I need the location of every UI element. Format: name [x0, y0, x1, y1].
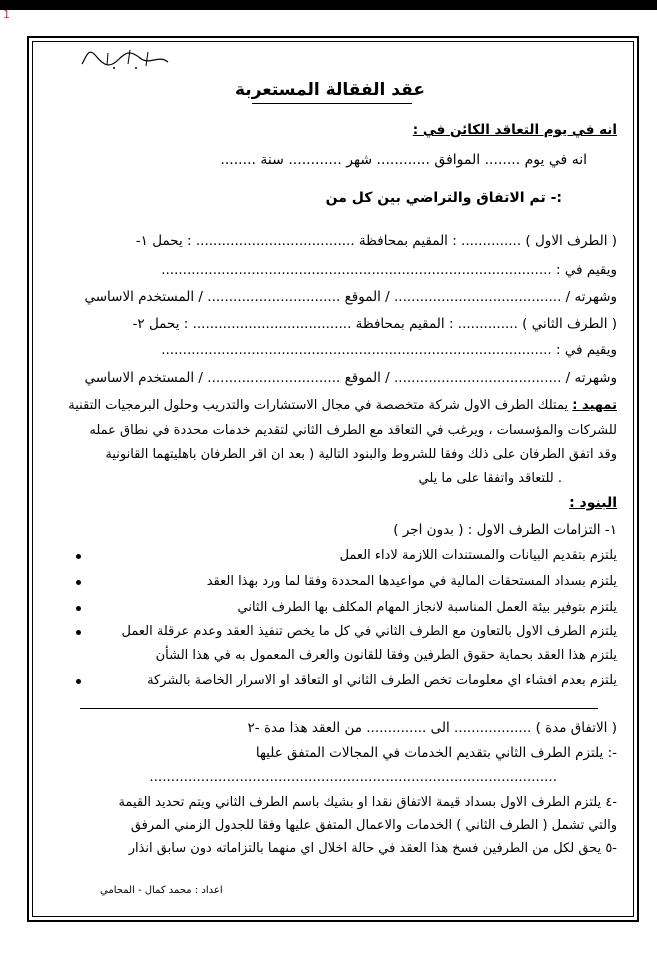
bullet-dot-2 [76, 580, 81, 585]
page-number: 1 [3, 8, 10, 21]
bullet-3-text: يلتزم بتوفير بيئة العمل المناسبة لانجاز المهام المكلف بها الطرف الثاني [237, 600, 617, 615]
clause-4-line-1: -٤ يلتزم الطرف الاول بسداد قيمة الاتفاق نقدا او بشيك باسم الطرف الثاني ويتم تحديد القيمة [118, 795, 617, 810]
bullet-4b-text: يلتزم هذا العقد بحماية حقوق الطرفين وفقا للقانون والعرف المعمول به في هذا الشأن [155, 648, 617, 663]
section-separator [80, 708, 598, 709]
document-title: عقد الفقالة المستعربة [235, 80, 425, 100]
bullet-dot-1 [76, 554, 81, 559]
clause-3-line-2: ............................................................................................... [149, 769, 557, 785]
bullet-dot-4 [76, 630, 81, 635]
date-line: انه في يوم ........ الموافق ............ شهر ............ سنة ........ [220, 152, 587, 168]
clause-5: -٥ يحق لكل من الطرفين فسخ هذا العقد في حالة اخلال اي منهما بالتزاماته دون سابق انذار [128, 841, 617, 856]
clause-4-line-2: والتي تشمل ( الطرف الثاني ) الخدمات والاعمال المتفق عليها وفقا للجدول الزمني المرفق [130, 818, 617, 833]
top-bar [0, 0, 657, 10]
header-signature-logo [78, 44, 173, 72]
first-party-line-2: ويقيم في : ........................................................................................... [161, 262, 617, 278]
bullet-2-text: يلتزم بسداد المستحقات المالية في مواعيدها المحددة وفقا لما ورد بهذا العقد [206, 574, 617, 589]
bullet-1-text: يلتزم بتقديم البيانات والمستندات اللازمة لاداء العمل [339, 548, 617, 563]
bullet-dot-5 [76, 679, 81, 684]
clauses-label: البنود : [569, 495, 617, 511]
bullet-5-text: يلتزم بعدم افشاء اي معلومات تخص الطرف الثاني او التعاقد او الاسرار الخاصة بالشركة [147, 673, 617, 688]
preamble-line-3: وقد اتفق الطرفان على ذلك وفقا للشروط والبنود التالية ( بعد ان اقر الطرفان باهليتهما القانونية [105, 447, 617, 462]
title-underline [252, 103, 412, 104]
parties-intro: :- تم الاتفاق والتراضي بين كل من [325, 190, 562, 206]
second-party-line-3: وشهرته / ....................................... / الموقع ............................... / المستخدم الاساسي [84, 370, 617, 386]
preamble-label: تمهيد : [572, 398, 617, 413]
clause-1-header: ١- التزامات الطرف الاول : ( بدون اجر ) [393, 522, 617, 538]
first-party-line-1: ( الطرف الاول ) .............. : المقيم بمحافظة ..................................... : يحمل ١- [135, 233, 617, 249]
second-party-line-2: ويقيم في : ........................................................................................... [161, 342, 617, 358]
clause-3-line-1: -: يلتزم الطرف الثاني بتقديم الخدمات في المجالات المتفق عليها [255, 745, 617, 761]
bullet-dot-3 [76, 606, 81, 611]
bullet-4-text: يلتزم الطرف الاول بالتعاون مع الطرف الثاني في كل ما يخص تنفيذ العقد وعدم عرقلة العمل [121, 624, 617, 639]
clause-2: ( الاتفاق مدة ) .................. الى .............. من العقد هذا مدة -٢ [247, 720, 617, 736]
second-party-line-1: ( الطرف الثاني ) .............. : المقيم بمحافظة ..................................... : يحمل ٢- [132, 316, 617, 332]
preamble-line-1: تمهيد : يمتلك الطرف الاول شركة متخصصة في مجال الاستشارات والتدريب وحلول البرمجيات التقنية [68, 398, 617, 413]
first-party-line-3: وشهرته / ....................................... / الموقع ............................... / المستخدم الاساسي [84, 289, 617, 305]
intro-heading: انه في يوم التعاقد الكائن في : [412, 122, 617, 138]
preamble-line-2: للشركات والمؤسسات ، ويرغب في التعاقد مع الطرف الثاني لتقديم خدمات محددة في نطاق عمله [89, 423, 617, 438]
preamble-line-4: . للتعاقد واتفقا على ما يلي [418, 471, 562, 486]
footer-author: اعداد : محمد كمال - المحامي [100, 885, 223, 896]
